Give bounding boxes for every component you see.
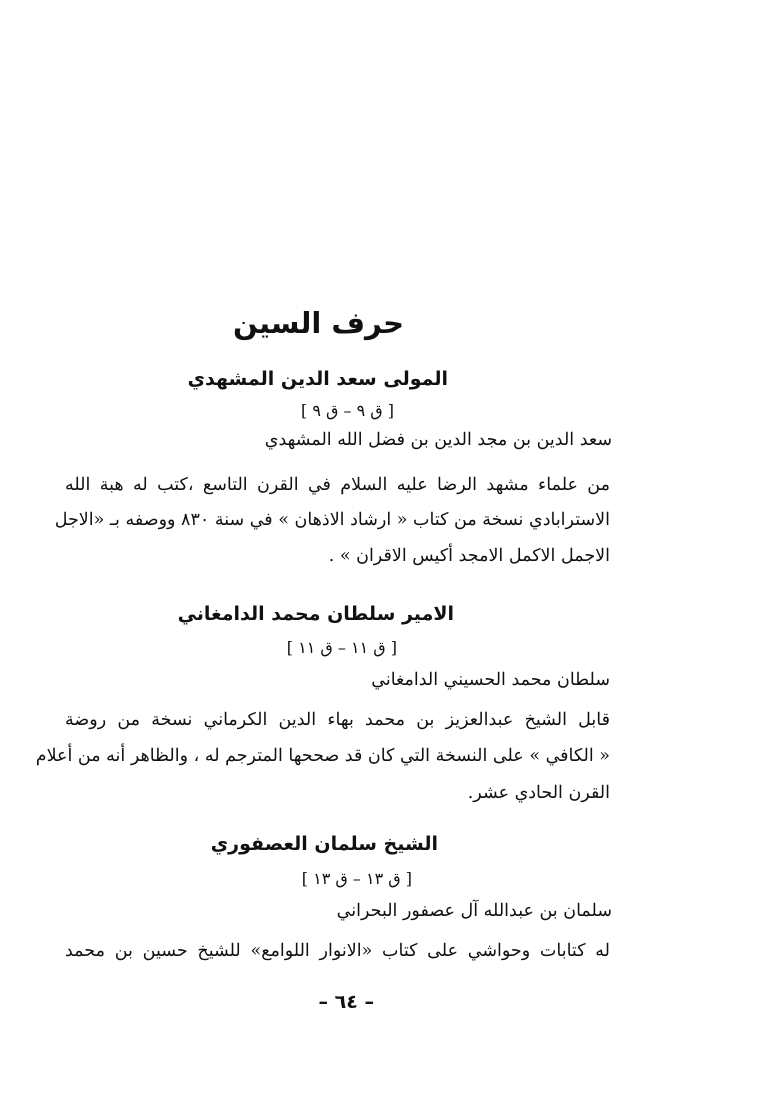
entry-name: الشيخ سلمان العصفوري bbox=[210, 833, 438, 855]
entry-text-line: قابل الشيخ عبدالعزيز بن محمد بهاء الدين الكرماني نسخة من روضة bbox=[65, 710, 610, 730]
entry-dates: [ ق ٩ – ق ٩ ] bbox=[300, 401, 394, 420]
entry-full-name: سعد الدين بن مجد الدين بن فضل الله المشهدي bbox=[264, 430, 612, 450]
entry-dates: [ ق ١١ – ق ١١ ] bbox=[286, 638, 397, 657]
page-number: – ٦٤ – bbox=[318, 991, 374, 1013]
entry-full-name: سلطان محمد الحسيني الدامغاني bbox=[371, 670, 610, 690]
entry-text-line: الاسترابادي نسخة من كتاب « ارشاد الاذهان » في سنة ٨٣٠ ووصفه بـ «الاجل bbox=[54, 510, 610, 530]
entry-full-name: سلمان بن عبدالله آل عصفور البحراني bbox=[336, 901, 612, 921]
entry-text-line: القرن الحادي عشر. bbox=[467, 783, 610, 803]
entry-dates: [ ق ١٣ – ق ١٣ ] bbox=[301, 869, 412, 888]
entry-text-line: له كتابات وحواشي على كتاب «الانوار اللوامع» للشيخ حسين بن محمد bbox=[65, 941, 610, 961]
entry-text-line: « الكافي » على النسخة التي كان قد صححها المترجم له ، والظاهر أنه من أعلام bbox=[35, 746, 610, 766]
entry-text-line: الاجمل الاكمل الامجد أكيس الاقران » . bbox=[328, 546, 610, 566]
section-title: حرف السين bbox=[233, 306, 404, 340]
entry-name: الامير سلطان محمد الدامغاني bbox=[177, 603, 454, 625]
entry-text-line: من علماء مشهد الرضا عليه السلام في القرن التاسع ،كتب له هبة الله bbox=[65, 475, 610, 495]
entry-name: المولى سعد الدين المشهدي bbox=[187, 368, 448, 390]
